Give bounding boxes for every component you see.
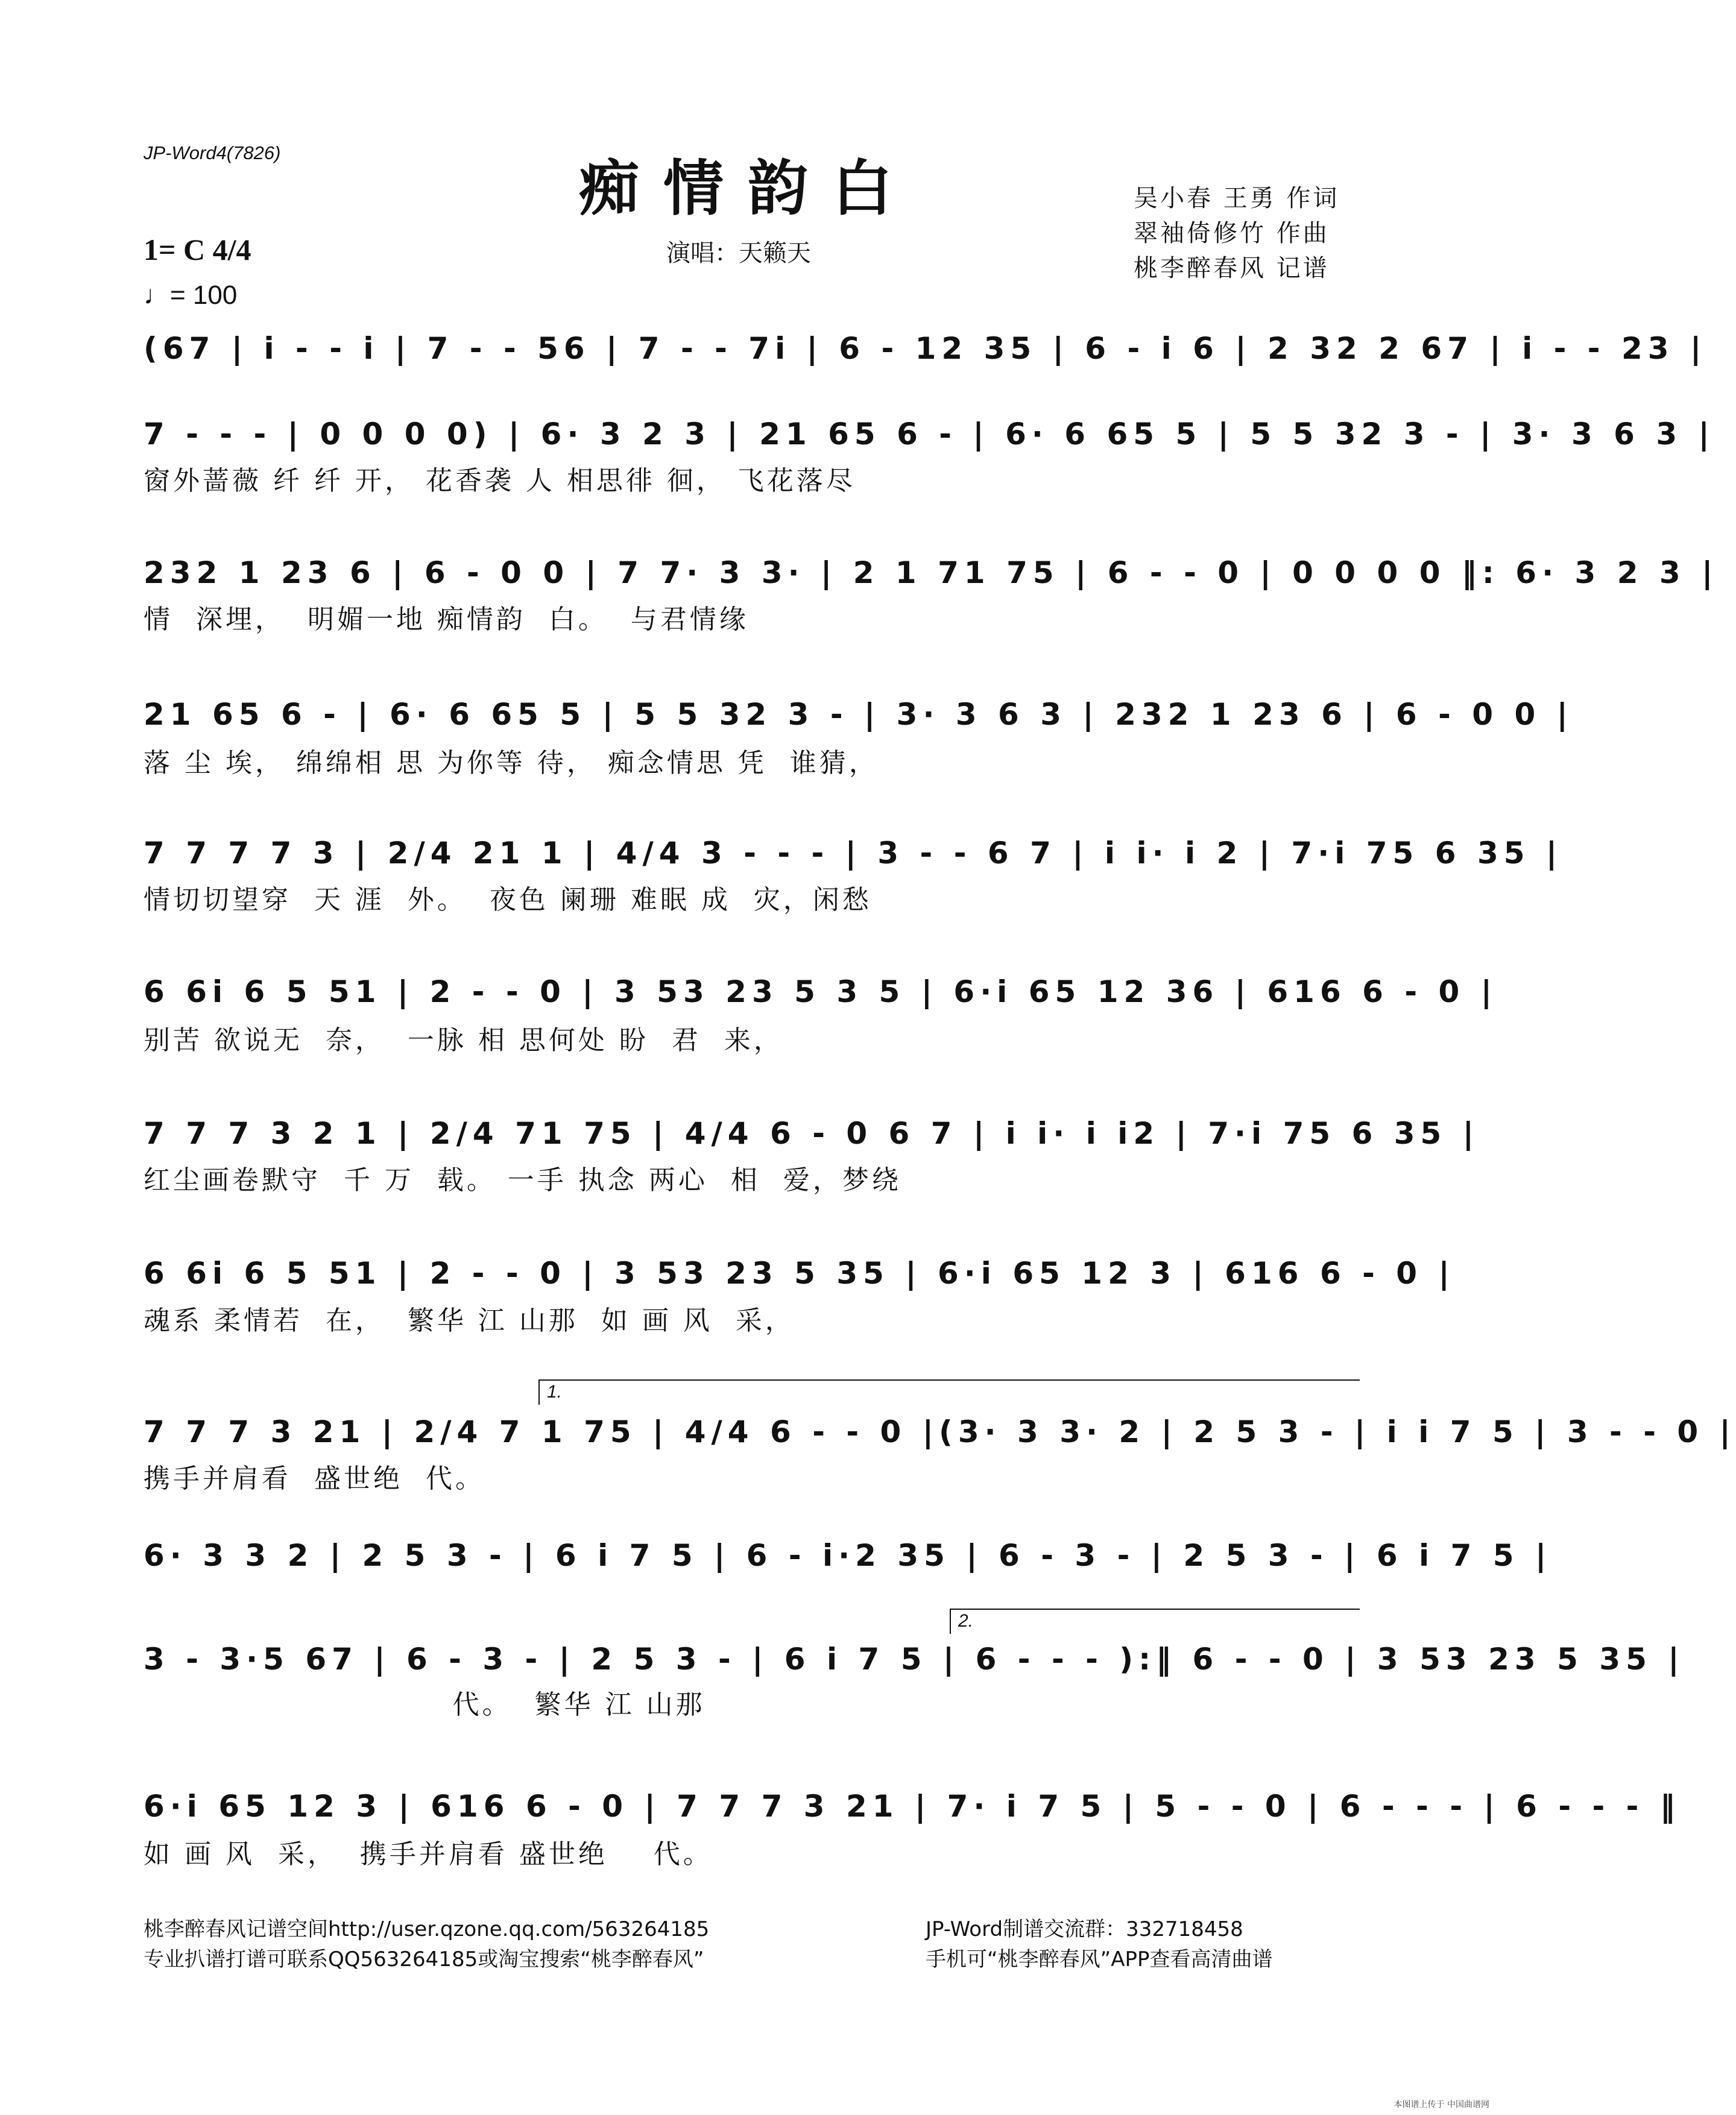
credits-block <box>1134 181 1339 286</box>
system-3-notes: 232 1 23 6 | 6 - 0 0 | 7 7· 3 3· | 2 1 71 75 | 6 - - 0 | 0 0 0 0 ‖: 6· 3 2 3 | <box>144 555 1719 590</box>
system-9-lyrics: 携手并肩看 盛世绝 代。 <box>144 1463 485 1494</box>
system-1-notes: (67 | i - - i | 7 - - 56 | 7 - - 7i | 6 - 12 35 | 6 - i 6 | 2 32 2 67 | i - - 23 | <box>144 331 1707 366</box>
system-6-lyrics: 别苦 欲说无 奈， 一脉 相 思何处 盼 君 来， <box>144 1025 783 1056</box>
system-11-lyrics: 代。 繁华 江 山那 <box>144 1689 705 1720</box>
key-signature: 1= C 4/4 <box>144 233 251 266</box>
second-ending-label: 2. <box>958 1611 974 1631</box>
system-5-lyrics: 情切切望穿 天 涯 外。 夜色 阑珊 难眠 成 灾，闲愁 <box>144 884 872 915</box>
system-3-lyrics: 情 深埋， 明媚一地 痴情韵 白。 与君情缘 <box>144 604 749 635</box>
system-12-lyrics: 如 画 风 采， 携手并肩看 盛世绝 代。 <box>144 1839 713 1870</box>
system-12-notes: 6·i 65 12 3 | 616 6 - 0 | 7 7 7 3 21 | 7· i 7 5 | 5 - - 0 | 6 - - - | 6 - - - ‖ <box>144 1789 1681 1824</box>
tempo-marking: ♩= 100 <box>144 280 238 310</box>
singer-credit: 演唱：天籁天 <box>666 239 811 267</box>
song-title: 痴情韵白 <box>579 153 917 224</box>
system-10-notes: 6· 3 3 2 | 2 5 3 - | 6 i 7 5 | 6 - i·2 35 | 6 - 3 - | 2 5 3 - | 6 i 7 5 | <box>144 1538 1552 1573</box>
system-5-notes: 7 7 7 7 3 | 2/4 21 1 | 4/4 3 - - - | 3 - - 6 7 | i i· i 2 | 7·i 75 6 35 | <box>144 836 1563 871</box>
first-ending-label: 1. <box>547 1382 563 1402</box>
transcriber-credit: 桃李醉春风 记谱 <box>1134 254 1330 282</box>
footer-app-line: 手机可“桃李醉春风”APP查看高清曲谱 <box>926 1947 1273 1972</box>
first-ending-bracket <box>538 1379 1360 1405</box>
system-8-notes: 6 6i 6 5 51 | 2 - - 0 | 3 53 23 5 35 | 6·i 65 12 3 | 616 6 - 0 | <box>144 1256 1455 1291</box>
upload-watermark: 本图谱上传于 中国曲谱网 <box>1394 2100 1489 2110</box>
footer-group-line: JP-Word制谱交流群：332718458 <box>926 1917 1243 1941</box>
system-1-lyrics <box>144 369 1356 403</box>
system-7-notes: 7 7 7 3 2 1 | 2/4 71 75 | 4/4 6 - 0 6 7 | i i· i i2 | 7·i 75 6 35 | <box>144 1116 1480 1151</box>
system-8-lyrics: 魂系 柔情若 在， 繁华 江 山那 如 画 风 采， <box>144 1305 795 1336</box>
composer-credit: 翠袖倚修竹 作曲 <box>1134 219 1330 247</box>
system-4-notes: 21 65 6 - | 6· 6 65 5 | 5 5 32 3 - | 3· 3 6 3 | 232 1 23 6 | 6 - 0 0 | <box>144 697 1573 732</box>
system-7-lyrics: 红尘画卷默守 千 万 载。 一手 执念 两心 相 爱，梦绕 <box>144 1165 901 1196</box>
footer-link-line: 桃李醉春风记谱空间http://user.qzone.qq.com/563264185 <box>144 1917 710 1941</box>
system-11-notes: 3 - 3·5 67 | 6 - 3 - | 2 5 3 - | 6 i 7 5 | 6 - - - ):‖ 6 - - 0 | 3 53 23 5 35 | <box>144 1642 1685 1677</box>
lyricist-credit: 吴小春 王勇 作词 <box>1134 184 1340 212</box>
system-4-lyrics: 落 尘 埃， 绵绵相 思 为你等 待， 痴念情思 凭 谁猜， <box>144 748 879 778</box>
footer-contact-line: 专业扒谱打谱可联系QQ563264185或淘宝搜索“桃李醉春风” <box>144 1947 704 1972</box>
system-2-lyrics: 窗外蔷薇 纤 纤 开， 花香袭 人 相思徘 徊， 飞花落尽 <box>144 465 856 496</box>
software-version: JP-Word4(7826) <box>144 142 281 163</box>
second-ending-bracket <box>950 1609 1360 1634</box>
system-2-notes: 7 - - - | 0 0 0 0) | 6· 3 2 3 | 21 65 6 - | 6· 6 65 5 | 5 5 32 3 - | 3· 3 6 3 | <box>144 417 1715 452</box>
system-9-notes: 7 7 7 3 21 | 2/4 7 1 75 | 4/4 6 - - 0 |(3· 3 3· 2 | 2 5 3 - | i i 7 5 | 3 - - 0 | <box>144 1414 1736 1449</box>
system-6-notes: 6 6i 6 5 51 | 2 - - 0 | 3 53 23 5 3 5 | 6·i 65 12 36 | 616 6 - 0 | <box>144 974 1497 1009</box>
